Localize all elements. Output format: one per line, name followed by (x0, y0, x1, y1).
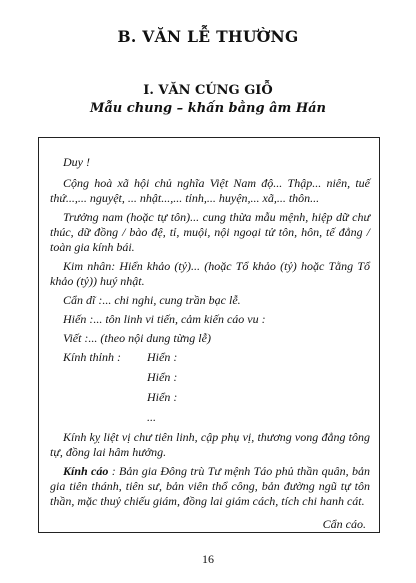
kinh-thinh-label: Kính thỉnh : (63, 350, 122, 364)
kinh-cao-text: : Bản gia Đông trù Tư mệnh Táo phủ thần quân, bản gia tiên thánh, tiên sư, bản viên thổ công, bản đường ngũ tự tôn thần, mặc thuỷ chiếu giám, đồng lai giám cách, tích chi hanh cát. (50, 464, 370, 508)
paragraph-viet: Viết :... (theo nội dung từng lễ) (63, 331, 211, 345)
kinh-cao-label: Kính cáo (63, 464, 109, 478)
hien-line-3: Hiển : (147, 390, 178, 404)
hien-line-2: Hiển : (147, 370, 178, 384)
hien-row-3 (147, 390, 370, 405)
paragraph-kinh-cao (50, 464, 370, 509)
hien-line-1: Hiển : (147, 350, 178, 364)
section-subtitle: Mẫu chung – khấn bằng âm Hán (89, 101, 326, 116)
page-number: 16 (202, 552, 214, 566)
paragraph-kinh-ky: Kính kỵ liệt vị chư tiên linh, cập phụ vị, thương vong đẳng tông tự, đồng lai hâm hưởng. (50, 430, 370, 459)
closing-line: Cẩn cáo. (322, 517, 366, 531)
continuation-dots: ... (147, 410, 156, 424)
kinh-thinh-row (63, 350, 370, 365)
paragraph-date: Cộng hoà xã hội chủ nghĩa Việt Nam độ... Thập... niên, tuế thứ...,... nguyệt, ... nhật...,... tỉnh,... huyện,... xã,... thôn... (50, 176, 370, 205)
paragraph-hien: Hiến :... tôn linh vi tiến, cảm kiến cáo vu : (63, 312, 266, 326)
prayer-text (50, 155, 370, 532)
section-heading: I. VĂN CÚNG GIỖ (143, 83, 273, 98)
dots-row (147, 410, 370, 425)
paragraph-can-di: Cẩn dĩ :... chi nghi, cung trần bạc lễ. (63, 293, 241, 307)
paragraph-kim-nhan: Kim nhân: Hiển khảo (tỷ)... (hoặc Tổ khảo (tỷ) hoặc Tằng Tổ khảo (tỷ)) huý nhật. (50, 259, 370, 288)
opening-line: Duy ! (63, 155, 90, 169)
paragraph-family: Trưởng nam (hoặc tự tôn)... cung thừa mẫu mệnh, hiệp dữ chư thúc, dữ đồng / bào đệ, tỉ, muội, nội ngoại tử tôn, hôn, tế đẳng / toàn gia kính bái. (50, 210, 370, 254)
hien-row-2 (147, 370, 370, 385)
chapter-heading: B. VĂN LỄ THƯỜNG (117, 27, 299, 46)
